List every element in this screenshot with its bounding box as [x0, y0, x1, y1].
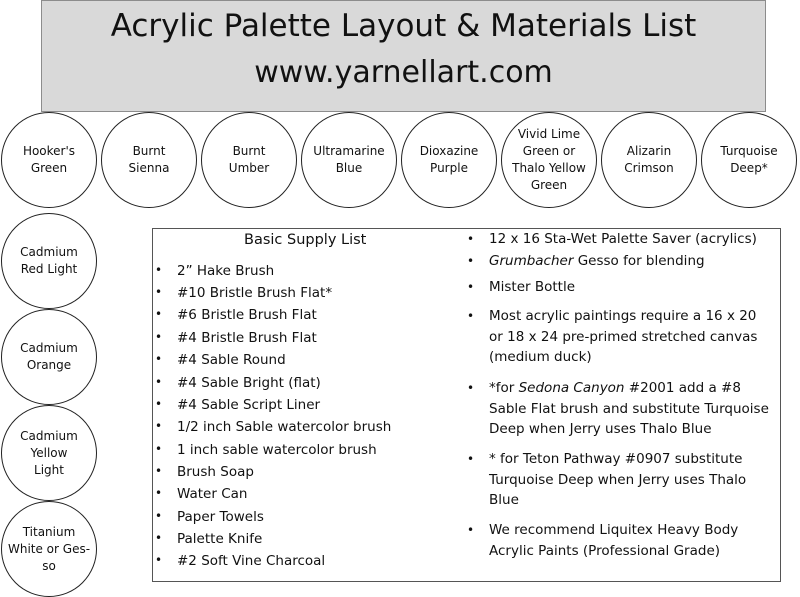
- paint-circle-turquoise-deep: [701, 112, 797, 208]
- paint-circle-dioxazine-purple: [401, 112, 497, 208]
- bullet: •: [467, 381, 475, 395]
- bullet: •: [155, 285, 163, 299]
- list-item-text: #4 Sable Script Liner: [177, 397, 321, 413]
- list-item-text: Mister Bottle: [489, 279, 576, 295]
- bullet: •: [467, 232, 475, 246]
- paint-circle-hookers-green: [1, 112, 97, 208]
- paint-circle-ultramarine-blue: [301, 112, 397, 208]
- bullet: •: [155, 553, 163, 567]
- painting-name: Sedona Canyon: [518, 380, 625, 396]
- bullet: •: [467, 523, 475, 537]
- list-item-text: Paper Towels: [177, 509, 264, 525]
- list-item-text: Palette Knife: [177, 531, 263, 547]
- list-item-text: [489, 378, 769, 440]
- bullet: •: [155, 509, 163, 523]
- bullet: •: [155, 486, 163, 500]
- paint-circle-alizarin-crimson: [601, 112, 697, 208]
- paint-label: Dioxazine Purple: [419, 144, 479, 175]
- bullet: •: [155, 375, 163, 389]
- paint-label: Burnt Umber: [228, 144, 270, 175]
- paint-label: Hooker's Green: [22, 144, 76, 175]
- list-item-text: #10 Bristle Brush Flat*: [177, 285, 333, 301]
- list-item-text: [489, 251, 705, 272]
- paint-label: Burnt Sienna: [128, 144, 170, 175]
- bullet: •: [155, 464, 163, 478]
- paint-label: Ultramarine Blue: [313, 144, 385, 175]
- paint-label: Turquoise Deep*: [720, 144, 778, 175]
- note-more: Sable Flat brush and substitute Turquoise Deep when Jerry uses Thalo Blue: [489, 400, 769, 437]
- list-item-text: 2” Hake Brush: [177, 263, 275, 279]
- paint-circle-burnt-umber: [201, 112, 297, 208]
- paint-circle-lime-green: [501, 112, 597, 208]
- bullet: •: [155, 397, 163, 411]
- website-url: www.yarnellart.com: [254, 55, 553, 90]
- list-item-text: We recommend Liquitex Heavy Body Acrylic Paints (Professional Grade): [489, 522, 739, 559]
- list-item-text: #6 Bristle Brush Flat: [177, 307, 317, 323]
- list-item-text: Water Can: [177, 486, 248, 502]
- bullet: •: [155, 352, 163, 366]
- bullet: •: [467, 280, 475, 294]
- paint-circle-cadmium-red-light: [1, 213, 97, 309]
- paint-label: Titanium White or Ges- so: [7, 524, 91, 573]
- paint-circle-burnt-sienna: [101, 112, 197, 208]
- list-item-text: #2 Soft Vine Charcoal: [177, 553, 326, 569]
- bullet: •: [467, 452, 475, 466]
- bullet: •: [155, 419, 163, 433]
- bullet: •: [155, 330, 163, 344]
- paint-circle-cadmium-orange: [1, 309, 97, 405]
- list-item-text: #4 Sable Bright (flat): [177, 375, 321, 391]
- bullet: •: [155, 263, 163, 277]
- paint-label: Alizarin Crimson: [624, 144, 674, 175]
- note-prefix: *for: [489, 380, 519, 396]
- paint-label: Vivid Lime Green or Thalo Yellow Green: [512, 127, 586, 192]
- paint-circle-cadmium-yellow-light: [1, 405, 97, 501]
- paint-label: Cadmium Yellow Light: [20, 428, 78, 477]
- bullet: •: [155, 307, 163, 321]
- bullet: •: [155, 442, 163, 456]
- list-item-text: 12 x 16 Sta-Wet Palette Saver (acrylics): [489, 231, 757, 247]
- brand-name: Grumbacher: [489, 253, 574, 269]
- title-banner: [41, 0, 766, 112]
- bullet: •: [467, 254, 475, 268]
- list-item-text: #4 Bristle Brush Flat: [177, 330, 317, 346]
- bullet: •: [467, 309, 475, 323]
- list-item-text-rest: Gesso for blending: [573, 253, 705, 269]
- list-item-text: 1/2 inch Sable watercolor brush: [177, 419, 392, 435]
- supply-list-title: Basic Supply List: [244, 232, 367, 248]
- list-item-text: Most acrylic paintings require a 16 x 20 or 18 x 24 pre-primed stretched canvas (medium duck): [489, 308, 758, 365]
- bullet: •: [155, 531, 163, 545]
- paint-circle-titanium-white: [1, 501, 97, 597]
- paint-label: Cadmium Orange: [20, 341, 78, 372]
- list-item-text: Brush Soap: [177, 464, 254, 480]
- list-item-text: 1 inch sable watercolor brush: [177, 442, 377, 458]
- page-title: Acrylic Palette Layout & Materials List: [110, 8, 697, 44]
- note-rest: #2001 add a #8: [624, 380, 741, 396]
- paint-label: Cadmium Red Light: [20, 245, 78, 276]
- list-item-text: #4 Sable Round: [177, 352, 286, 368]
- list-item-text: * for Teton Pathway #0907 substitute Turquoise Deep when Jerry uses Thalo Blue: [489, 451, 747, 508]
